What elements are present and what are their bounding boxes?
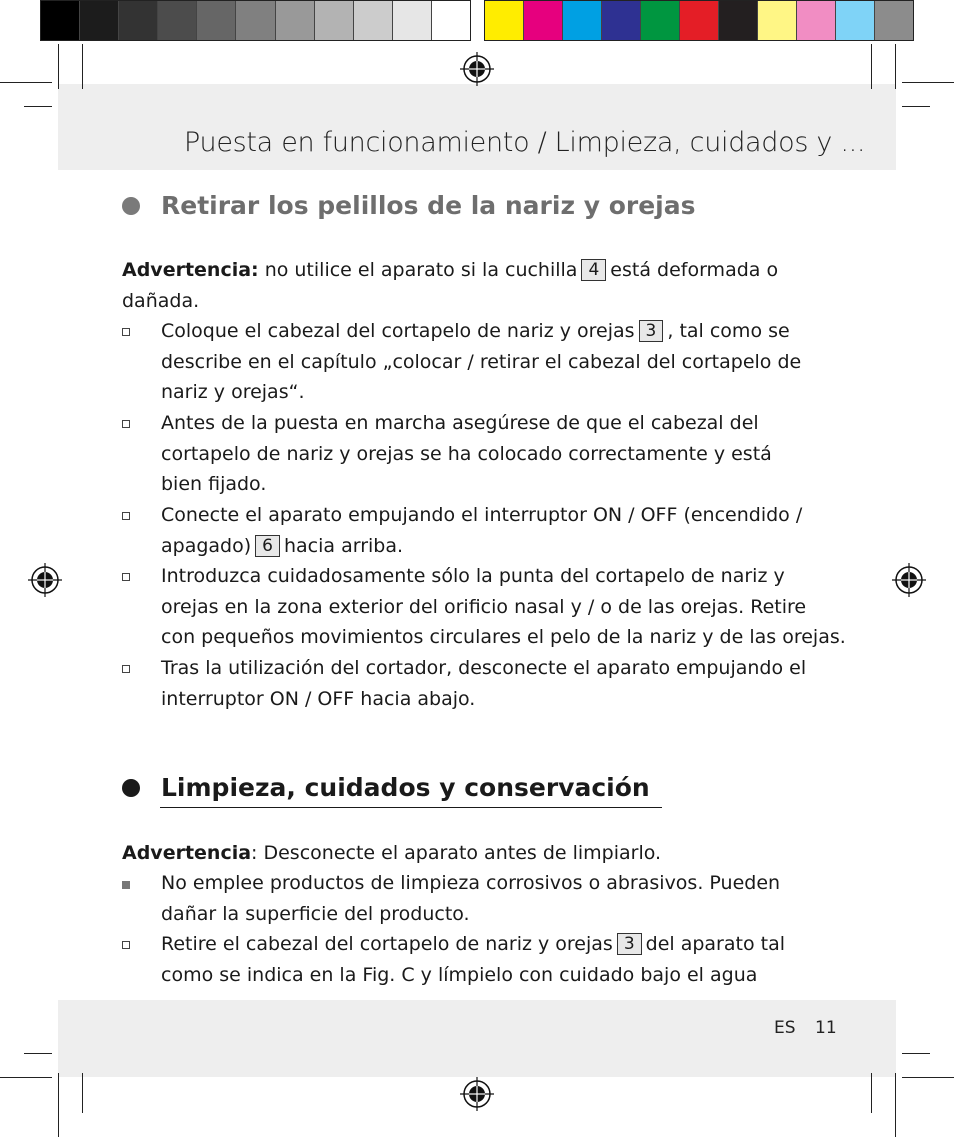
crop-mark: [902, 1053, 930, 1054]
color-swatch: [719, 1, 758, 40]
list-item-text: como se indica en la Fig. C y límpielo con cuidado bajo el agua: [161, 963, 758, 986]
list-item-text: Antes de la puesta en marcha asegúrese de que el cabezal del: [161, 412, 759, 434]
warning-text: está deformada o: [610, 259, 779, 281]
list-item-text: del aparato tal: [645, 933, 785, 955]
page-number: 11: [815, 1018, 837, 1038]
list-item-text: Introduzca cuidadosamente sólo la punta del cortapelo de nariz y: [161, 565, 785, 587]
color-swatch: [41, 1, 80, 40]
color-swatch: [393, 1, 432, 40]
crop-mark: [895, 1073, 896, 1137]
color-swatch: [119, 1, 158, 40]
color-swatch: [524, 1, 563, 40]
list-item-text: con pequeños movimientos circulares el pelo de la nariz y de las orejas.: [161, 626, 846, 648]
filled-square-icon: [122, 881, 130, 889]
color-swatch: [158, 1, 197, 40]
warning-paragraph: [122, 255, 778, 316]
color-swatch: [602, 1, 641, 40]
registration-mark-icon: [28, 563, 62, 597]
color-swatch: [236, 1, 275, 40]
warning-text: : Desconecte el aparato antes de limpiarlo.: [251, 842, 662, 864]
registration-mark-icon: [460, 1077, 494, 1111]
list-item-text: , tal como se: [667, 320, 790, 342]
heading-underline: [160, 807, 662, 808]
warning-label: Advertencia: [122, 842, 252, 864]
color-swatch: [80, 1, 119, 40]
crop-mark: [0, 1077, 52, 1078]
warning-text: no utilice el aparato si la cuchilla: [264, 259, 578, 281]
crop-mark: [871, 44, 872, 89]
reference-number: 3: [639, 320, 664, 342]
footer-band: [58, 1000, 896, 1077]
crop-mark: [895, 44, 896, 89]
list-item-text: No emplee productos de limpieza corrosivos o abrasivos. Pueden: [161, 872, 781, 894]
color-swatch: [680, 1, 719, 40]
page-title: Puesta en funcionamiento / Limpieza, cuidados y ...: [184, 127, 866, 158]
warning-paragraph: [122, 838, 661, 869]
grey-calibration-strip: [40, 0, 471, 41]
registration-mark-icon: [460, 52, 494, 86]
crop-mark: [0, 82, 52, 83]
crop-mark: [82, 44, 83, 89]
checkbox-square-icon: [122, 573, 130, 581]
section-heading-nose-ear-hair: Retirar los pelillos de la nariz y orejas: [122, 191, 695, 220]
crop-mark: [871, 1073, 872, 1113]
color-swatch: [836, 1, 875, 40]
registration-mark-icon: [892, 563, 926, 597]
list-item-text: interruptor ON / OFF hacia abajo.: [161, 687, 476, 710]
checkbox-square-icon: [122, 420, 130, 428]
list-item-text: cortapelo de nariz y orejas se ha colocado correctamente y está: [161, 442, 772, 465]
list-item-text: Tras la utilización del cortador, desconecte el aparato empujando el: [161, 657, 807, 679]
list-item-text: hacia arriba.: [283, 534, 404, 557]
color-swatch: [485, 1, 524, 40]
bullet-dot-icon: [122, 779, 140, 797]
crop-mark: [902, 106, 930, 107]
reference-number: 4: [581, 259, 606, 281]
list-item-text: Conecte el aparato empujando el interruptor ON / OFF (encendido /: [161, 504, 803, 526]
warning-text: dañada.: [122, 289, 200, 312]
list-item-text: apagado): [161, 534, 252, 557]
list-item-text: bien fijado.: [161, 473, 267, 495]
crop-mark: [902, 82, 954, 83]
section-heading-cleaning: Limpieza, cuidados y conservación: [122, 773, 650, 802]
crop-mark: [24, 106, 52, 107]
color-swatch: [197, 1, 236, 40]
bullet-dot-icon: [122, 197, 140, 215]
crop-mark: [58, 1073, 59, 1137]
color-swatch: [797, 1, 836, 40]
color-swatch: [563, 1, 602, 40]
list-item-text: nariz y orejas“.: [161, 381, 305, 403]
language-code: ES: [774, 1018, 796, 1038]
color-swatch: [354, 1, 393, 40]
crop-mark: [82, 1073, 83, 1113]
checkbox-square-icon: [122, 941, 130, 949]
list-item-text: Coloque el cabezal del cortapelo de nariz y orejas: [161, 320, 635, 342]
crop-mark: [58, 44, 59, 89]
checkbox-square-icon: [122, 328, 130, 336]
color-swatch: [758, 1, 797, 40]
color-calibration-strip: [484, 0, 914, 41]
color-swatch: [641, 1, 680, 40]
color-swatch: [276, 1, 315, 40]
list-item-text: orejas en la zona exterior del orificio nasal y / o de las orejas. Retire: [161, 595, 807, 618]
warning-label: Advertencia:: [122, 259, 259, 281]
crop-mark: [24, 1053, 52, 1054]
crop-mark: [902, 1077, 954, 1078]
color-swatch: [875, 1, 913, 40]
color-swatch: [432, 1, 470, 40]
reference-number: 6: [255, 535, 280, 557]
checkbox-square-icon: [122, 665, 130, 673]
list-item-text: dañar la superficie del producto.: [161, 902, 470, 925]
list-item-text: Retire el cabezal del cortapelo de nariz y orejas: [161, 933, 613, 955]
color-swatch: [315, 1, 354, 40]
list-item-text: describe en el capítulo „colocar / retirar el cabezal del cortapelo de: [161, 350, 802, 373]
checkbox-square-icon: [122, 512, 130, 520]
reference-number: 3: [617, 933, 642, 955]
